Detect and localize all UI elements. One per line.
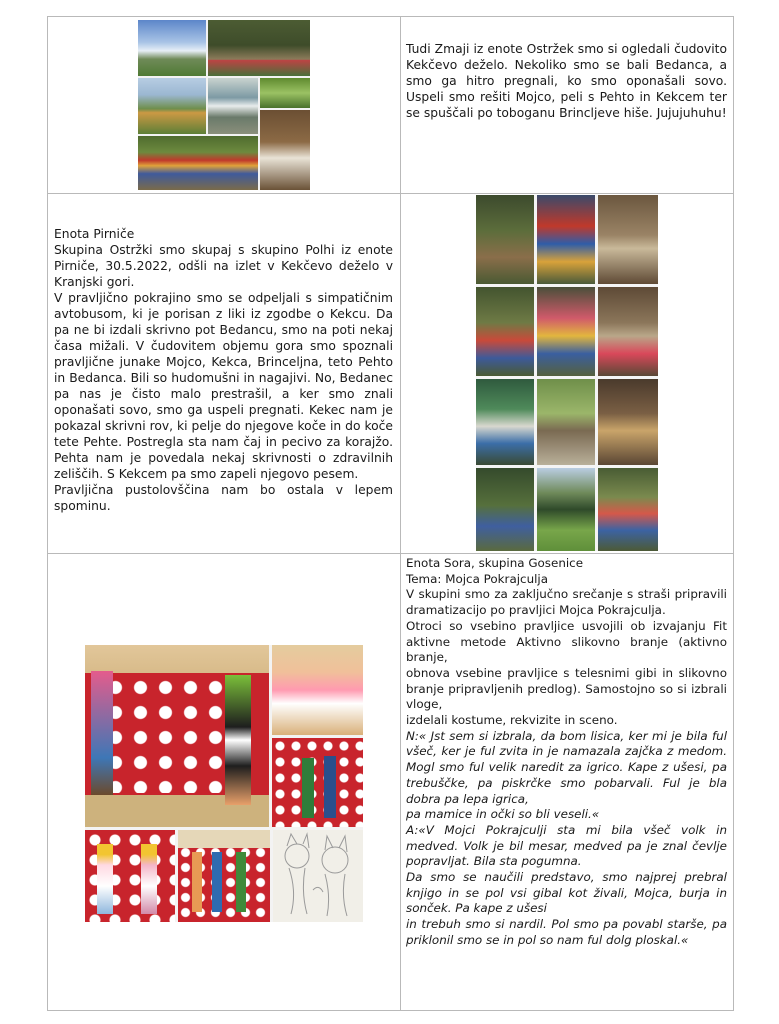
photo-forest-kids: [476, 287, 534, 376]
quote-a-end: in trebuh smo si nardil. Pol smo pa povabl starše, pa priklonil smo se in pol so nam ful dolg ploskal.«: [406, 917, 727, 947]
photo-kids-performance: [178, 830, 270, 922]
gosenice-text: [406, 556, 727, 949]
photo-hut-interior: [598, 379, 658, 465]
photo-collage-zmaji: [138, 20, 310, 190]
photo-group-rest: [598, 468, 658, 551]
paragraph: Tudi Zmaji iz enote Ostržek smo si ogledali čudovito Kekčevo deželo. Nekoliko smo se bali Bedanca, a smo ga hitro pregnali, ko smo oponašali sovo. Uspeli smo rešiti Mojco, peli s Pehto in Kekcem ter se spuščali po toboganu Brincljeve hiše. Jujujuhuhu!: [406, 42, 727, 120]
photo-kids-crowns: [85, 830, 175, 922]
pirnice-text: [54, 226, 393, 514]
section-title: Enota Sora, skupina Gosenice: [406, 556, 584, 570]
paragraph: V skupini smo za zaključno srečanje s straši pripravili dramatizacijo po pravljici Mojca Pokrajculja.: [406, 587, 727, 618]
content-table: [47, 16, 734, 1011]
photo-forest-path: [476, 468, 534, 551]
paragraph: Otroci so vsebino pravljice usvojili ob izvajanju Fit aktivne metode Aktivno slikovno branje (aktivno branje,: [406, 618, 727, 665]
photo-children-crowd: [537, 195, 595, 284]
photo-kids-kitchen: [272, 645, 363, 735]
photo-dramatization-stage: [85, 645, 269, 827]
photo-forest-trail: [260, 78, 310, 108]
quote-a-cont: Da smo se naučili predstavo, smo najprej prebral knjigo in se pol vsi gibal kot živali, Mojca, burja in sonček. Pa kape z ušesi: [406, 870, 727, 916]
theme-line: Tema: Mojca Pokrajculja: [406, 571, 549, 586]
photo-kids-closeup: [537, 287, 595, 376]
paragraph: obnova vsebine pravljice s telesnimi gibi in slikovno branje pripravljenih predlog). Samostojno so si izbrali vloge,: [406, 665, 727, 712]
quote-n: N:« Jst sem si izbrala, da bom lisica, ker mi je bila ful všeč, ker je ful zvita in je namazala zajčka z medom. Mogl smo ful velik naredit za igrico. Kape z ušesi, pa trebuščke, pa piskrčke smo pobarvali. Ful je bla dobra pa lepa igrica,: [406, 728, 727, 806]
photo-collage-pirnice: [476, 195, 658, 551]
section-title: Enota Pirniče: [54, 227, 135, 241]
photo-bus: [208, 78, 258, 134]
paragraph: Pravljična pustolovščina nam bo ostala v lepem spominu.: [54, 483, 393, 513]
photo-children-forest: [208, 20, 310, 76]
paragraph: izdelali kostume, rekvizite in sceno.: [406, 713, 618, 728]
photo-bus-boarding: [476, 379, 534, 465]
zmaji-text: [406, 41, 727, 121]
photo-cabin: [260, 110, 310, 190]
paragraph: V pravljično pokrajino smo se odpeljali s simpatičnim avtobusom, ki je porisan z liki iz zgodbe o Kekcu. Da pa ne bi izdali skrivno pot Bedancu, smo na poti nekaj časa mižali. V čudovitem objemu gora smo spoznali pravljične junake Mojco, Kekca, Brinceljna, teto Pehto in Bedanca. Bili so hudomušni in nagajivi. No, Bedanec pa nas je čisto malo prestrašil, a ker smo znali oponašati sovo, smo ga uspeli pregnati. Kekec nam je pokazal skrivni rov, ki pelje do njegove koče in do koče tete Pehte. Postregla sta nam čaj in pecivo za korajžo. Pehta nam je povedala nekaj skrivnosti o zdravilnih zeliščih. S Kekcem pa smo zapeli njegovo pesem.: [54, 291, 393, 481]
photo-drawing-sketch: [273, 830, 363, 922]
photo-group-walk: [138, 78, 206, 134]
photo-wooden-hut: [598, 287, 658, 376]
photo-mountain-meadow-walk: [537, 468, 595, 551]
row-divider: [48, 553, 733, 554]
photo-log-cabin: [598, 195, 658, 284]
quote-n-end: pa mamice in očki so bli veseli.«: [406, 807, 600, 822]
sketch-icon: [273, 830, 363, 922]
photo-collage-gosenice: [85, 645, 363, 922]
photo-forest-group: [476, 195, 534, 284]
photo-kids-red-wall: [272, 738, 363, 827]
photo-group-bench: [138, 136, 258, 190]
column-divider: [400, 17, 401, 1010]
paragraph: Skupina Ostržki smo skupaj s skupino Polhi iz enote Pirniče, 30.5.2022, odšli na izlet v Kekčevo deželo v Kranjski gori.: [54, 243, 393, 289]
photo-mountain-meadow: [138, 20, 206, 76]
quote-a: A:«V Mojci Pokrajculji sta mi bila všeč volk in medved. Volk je bil mesar, medved pa je znal čevlje popravljat. Bila sta pogumna.: [406, 822, 727, 869]
photo-cottage: [537, 379, 595, 465]
row-divider: [48, 193, 733, 194]
